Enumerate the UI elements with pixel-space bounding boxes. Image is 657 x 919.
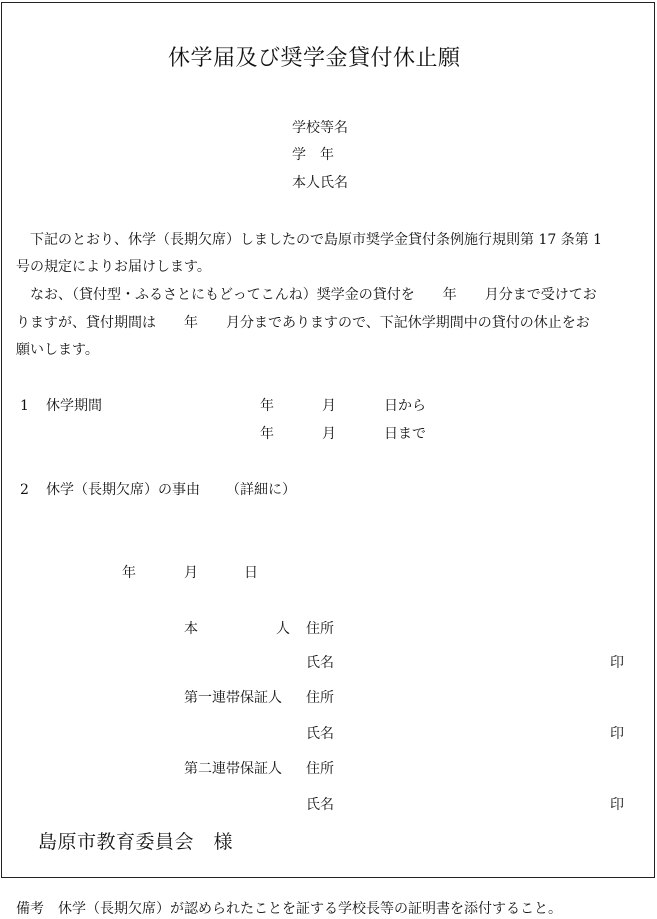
document-title: 休学届及び奨学金貸付休止願 bbox=[168, 46, 461, 71]
item1-from-month: 月 bbox=[322, 398, 336, 414]
date-year: 年 bbox=[122, 565, 136, 581]
paragraph1-line2: 号の規定によりお届けします。 bbox=[16, 259, 211, 275]
guarantor1-label: 第一連帯保証人 bbox=[184, 690, 282, 706]
grade-label: 学 年 bbox=[292, 147, 334, 163]
paragraph2-line3: 願いします。 bbox=[16, 342, 99, 358]
item1-to-year: 年 bbox=[260, 426, 274, 442]
guarantor2-label: 第二連帯保証人 bbox=[184, 761, 282, 777]
item2-label: 休学（長期欠席）の事由 bbox=[46, 482, 200, 498]
guarantor2-address-label: 住所 bbox=[306, 761, 334, 777]
self-name-label: 氏名 bbox=[306, 655, 334, 671]
guarantor1-name-label: 氏名 bbox=[306, 726, 334, 742]
item1-number: 1 bbox=[20, 398, 29, 414]
date-month: 月 bbox=[184, 565, 198, 581]
guarantor1-address-label: 住所 bbox=[306, 690, 334, 706]
self-label-part2: 人 bbox=[276, 621, 290, 637]
item1-to-day: 日まで bbox=[384, 426, 426, 442]
guarantor2-name-label: 氏名 bbox=[306, 797, 334, 813]
guarantor2-seal: 印 bbox=[610, 797, 624, 813]
item2-number: 2 bbox=[20, 482, 29, 498]
remark: 備考 休学（長期欠席）が認められたことを証する学校長等の証明書を添付すること。 bbox=[16, 901, 562, 917]
item1-to-month: 月 bbox=[322, 426, 336, 442]
self-seal: 印 bbox=[610, 655, 624, 671]
item1-label: 休学期間 bbox=[46, 398, 102, 414]
paragraph1-line1: 下記のとおり、休学（長期欠席）しましたので島原市奨学金貸付条例施行規則第 17 条第 1 bbox=[16, 232, 603, 248]
date-day: 日 bbox=[244, 565, 258, 581]
item2-note: （詳細に） bbox=[226, 482, 296, 498]
school-name-label: 学校等名 bbox=[292, 120, 348, 136]
addressee: 島原市教育委員会 様 bbox=[38, 831, 234, 853]
item1-from-year: 年 bbox=[260, 398, 274, 414]
guarantor1-seal: 印 bbox=[610, 726, 624, 742]
item1-from-day: 日から bbox=[384, 398, 426, 414]
paragraph2-line2: りますが、貸付期間は 年 月分までありますので、下記休学期間中の貸付の休止をお bbox=[16, 315, 590, 331]
paragraph2-line1: なお、（貸付型・ふるさとにもどってこんね）奨学金の貸付を 年 月分まで受けてお bbox=[16, 287, 597, 303]
student-name-label: 本人氏名 bbox=[292, 175, 348, 191]
self-address-label: 住所 bbox=[306, 621, 334, 637]
self-label-part1: 本 bbox=[184, 621, 198, 637]
